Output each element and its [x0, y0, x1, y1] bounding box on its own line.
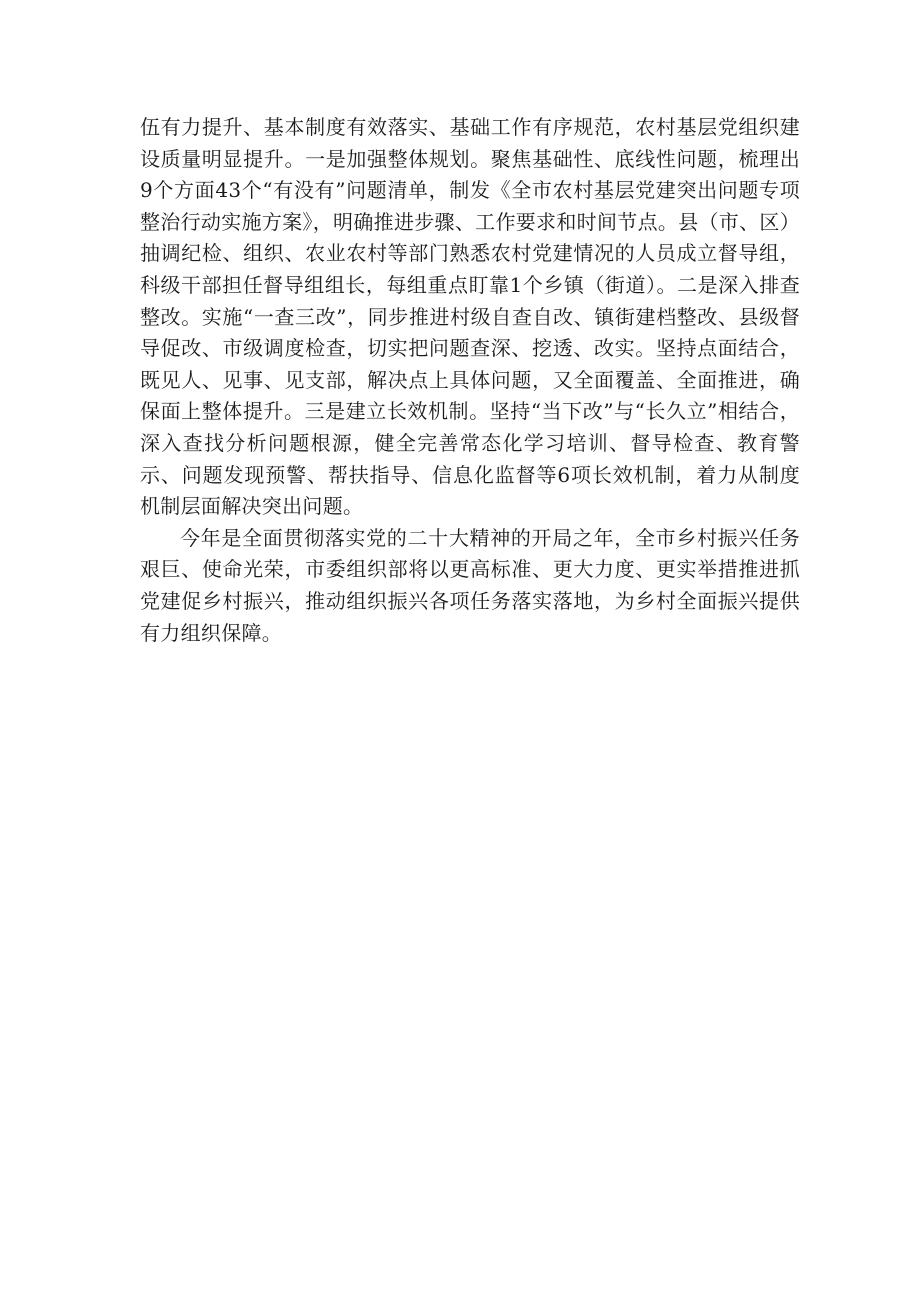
document-body: [140, 112, 800, 649]
paragraph-conclusion: 今年是全面贯彻落实党的二十大精神的开局之年，全市乡村振兴任务艰巨、使命光荣，市委组织部将以更高标准、更大力度、更实举措推进抓党建促乡村振兴，推动组织振兴各项任务落实落地，为乡村全面振兴提供有力组织保障。: [140, 525, 800, 645]
paragraph-continued: 伍有力提升、基本制度有效落实、基础工作有序规范，农村基层党组织建设质量明显提升。一是加强整体规划。聚焦基础性、底线性问题，梳理出9个方面43个“有没有”问题清单，制发《全市农村基层党建突出问题专项整治行动实施方案》，明确推进步骤、工作要求和时间节点。县（市、区）抽调纪检、组织、农业农村等部门熟悉农村党建情况的人员成立督导组，科级干部担任督导组组长，每组重点盯靠1个乡镇（街道）。二是深入排查整改。实施“一查三改”，同步推进村级自查自改、镇街建档整改、县级督导促改、市级调度检查，切实把问题查深、挖透、改实。坚持点面结合，既见人、见事、见支部，解决点上具体问题，又全面覆盖、全面推进，确保面上整体提升。三是建立长效机制。坚持“当下改”与“长久立”相结合，深入查找分析问题根源，健全完善常态化学习培训、督导检查、教育警示、问题发现预警、帮扶指导、信息化监督等6项长效机制，着力从制度机制层面解决突出问题。: [140, 115, 800, 519]
